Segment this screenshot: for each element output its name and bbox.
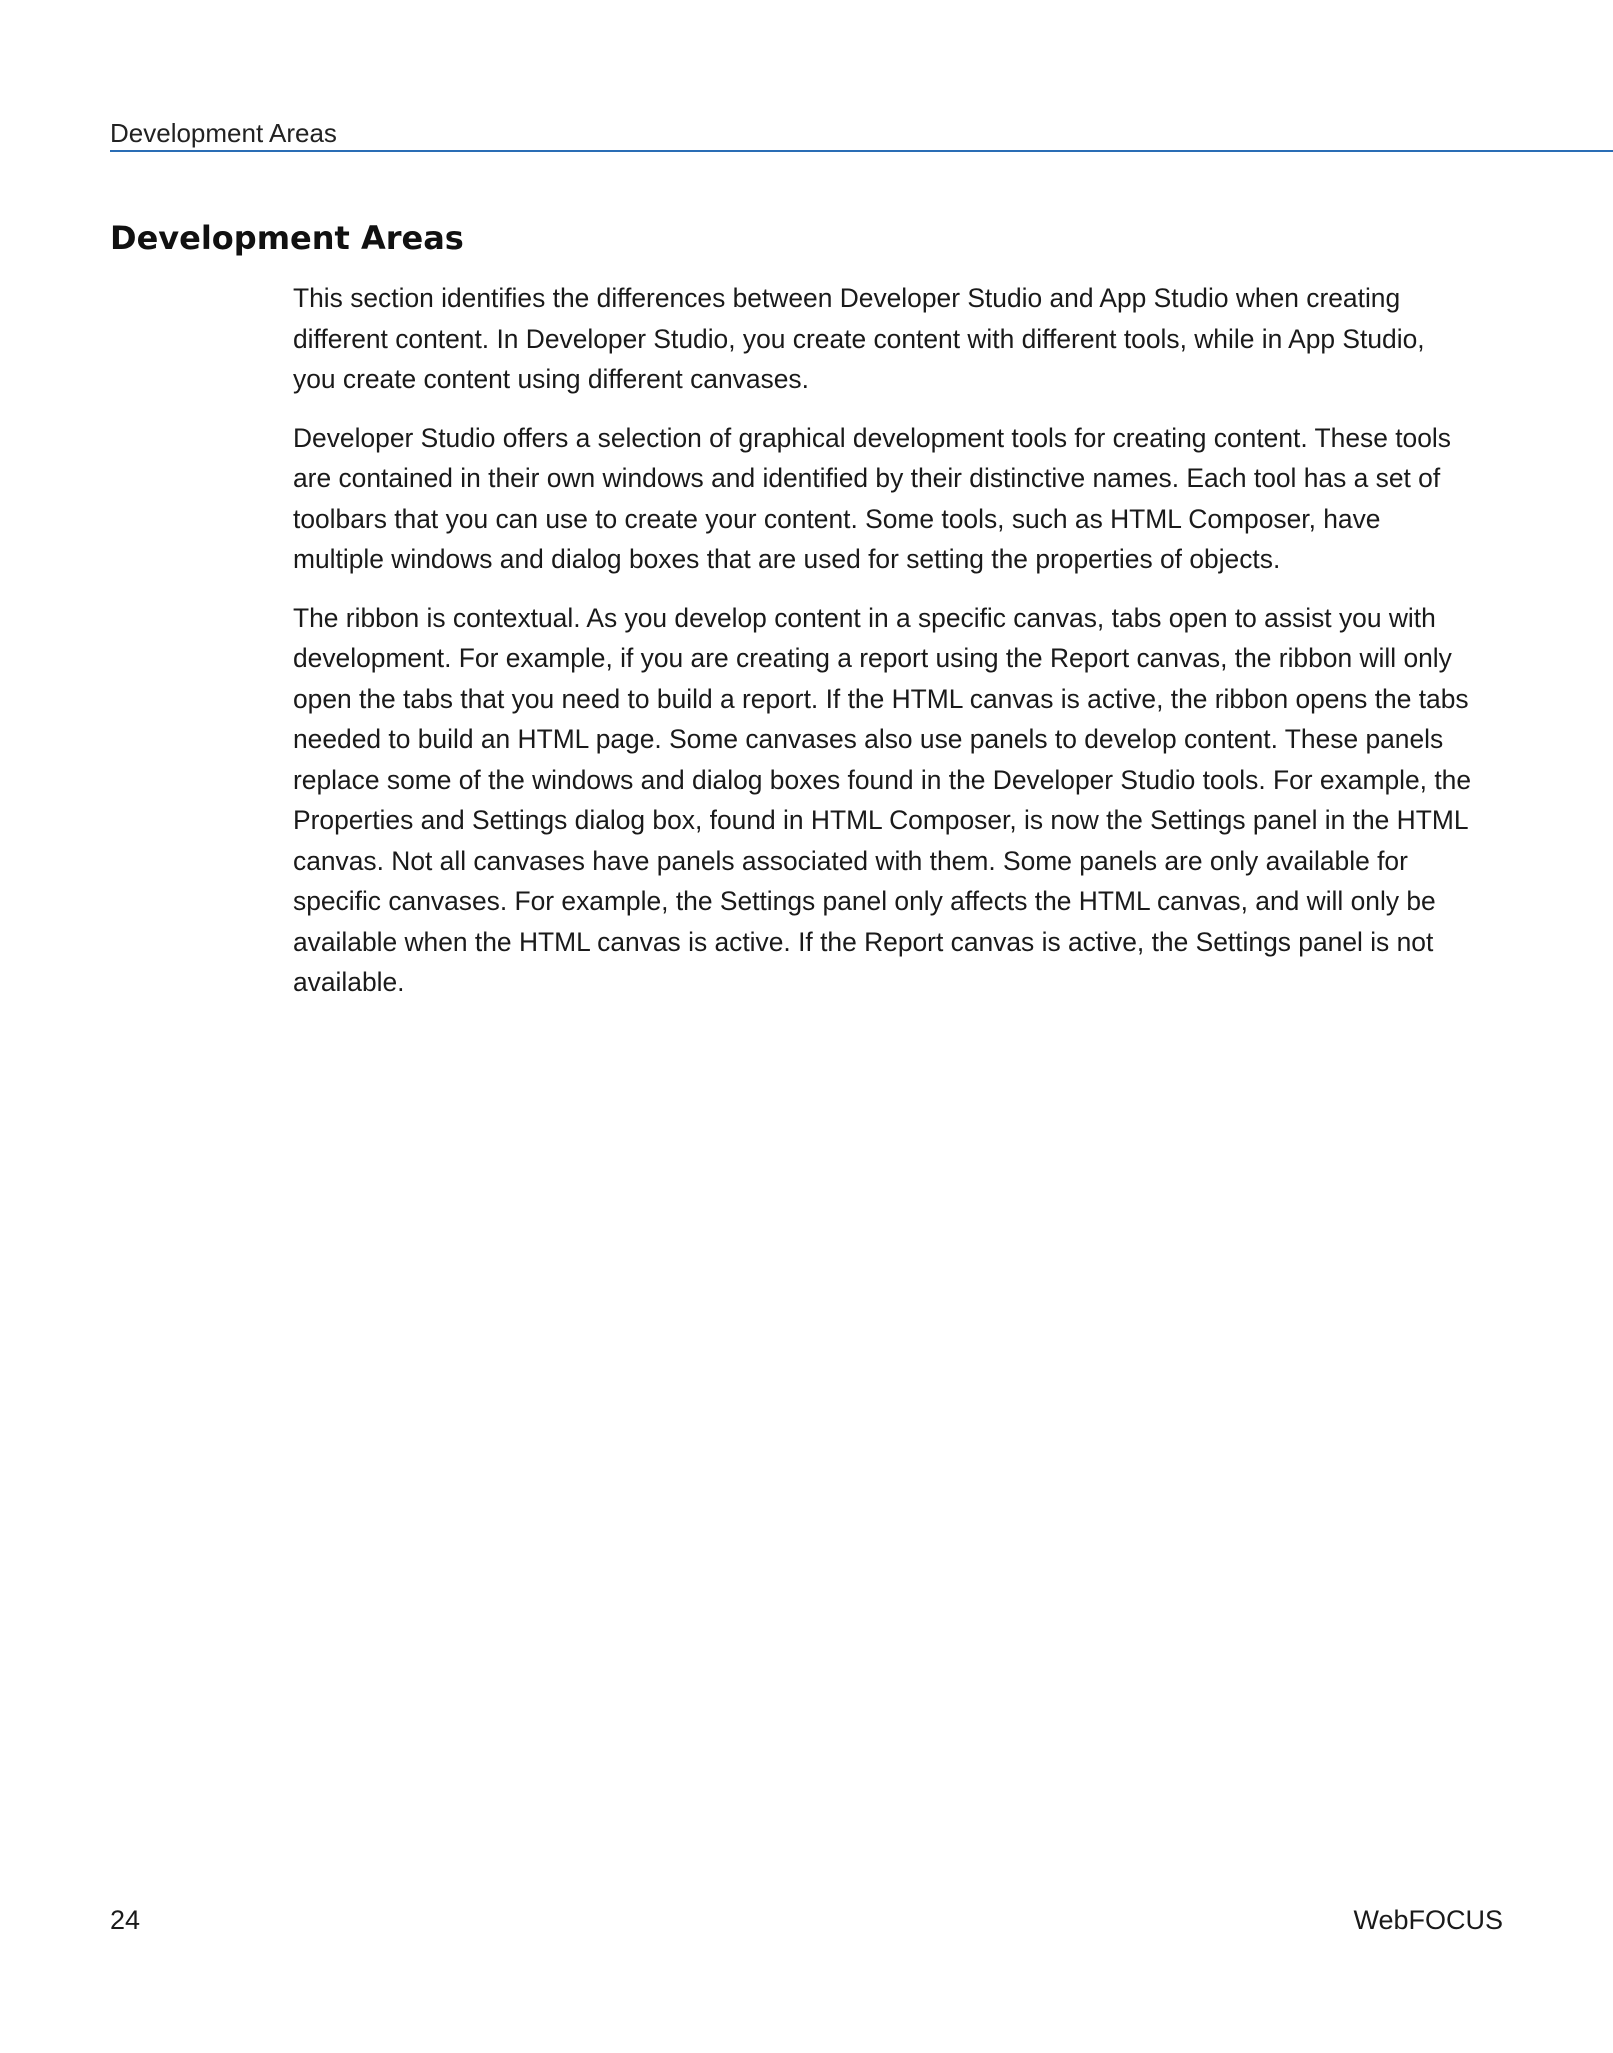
paragraph-developer-studio-tools: Developer Studio offers a selection of graphical development tools for creating content. These tools are contained in their own windows and identified by their distinctive names. Each tool has a set of toolbars that you can use to create your content. Some tools, such as HTML Composer, have multiple windows and dialog boxes that are used for setting the properties of objects. (293, 422, 1451, 574)
section-body (293, 278, 1473, 1021)
footer-product-name: WebFOCUS (1353, 1905, 1503, 1935)
running-header (110, 118, 1613, 152)
section-title: Development Areas (110, 219, 464, 257)
running-header-title: Development Areas (110, 118, 337, 148)
paragraph-intro: This section identifies the differences between Developer Studio and App Studio when creating different content. In Developer Studio, you create content with different tools, while in App Studio, you create content using different canvases. (293, 283, 1425, 394)
paragraph-ribbon: The ribbon is contextual. As you develop content in a specific canvas, tabs open to assist you with development. For example, if you are creating a report using the Report canvas, the ribbon will only open the tabs that you need to build a report. If the HTML canvas is active, the ribbon opens the tabs needed to build an HTML page. Some canvases also use panels to develop content. These panels replace some of the windows and dialog boxes found in the Developer Studio tools. For example, the Properties and Settings dialog box, found in HTML Composer, is now the Settings panel in the HTML canvas. Not all canvases have panels associated with them. Some panels are only available for specific canvases. For example, the Settings panel only affects the HTML canvas, and will only be available when the HTML canvas is active. If the Report canvas is active, the Settings panel is not available. (293, 602, 1472, 997)
page-number: 24 (110, 1905, 141, 1935)
